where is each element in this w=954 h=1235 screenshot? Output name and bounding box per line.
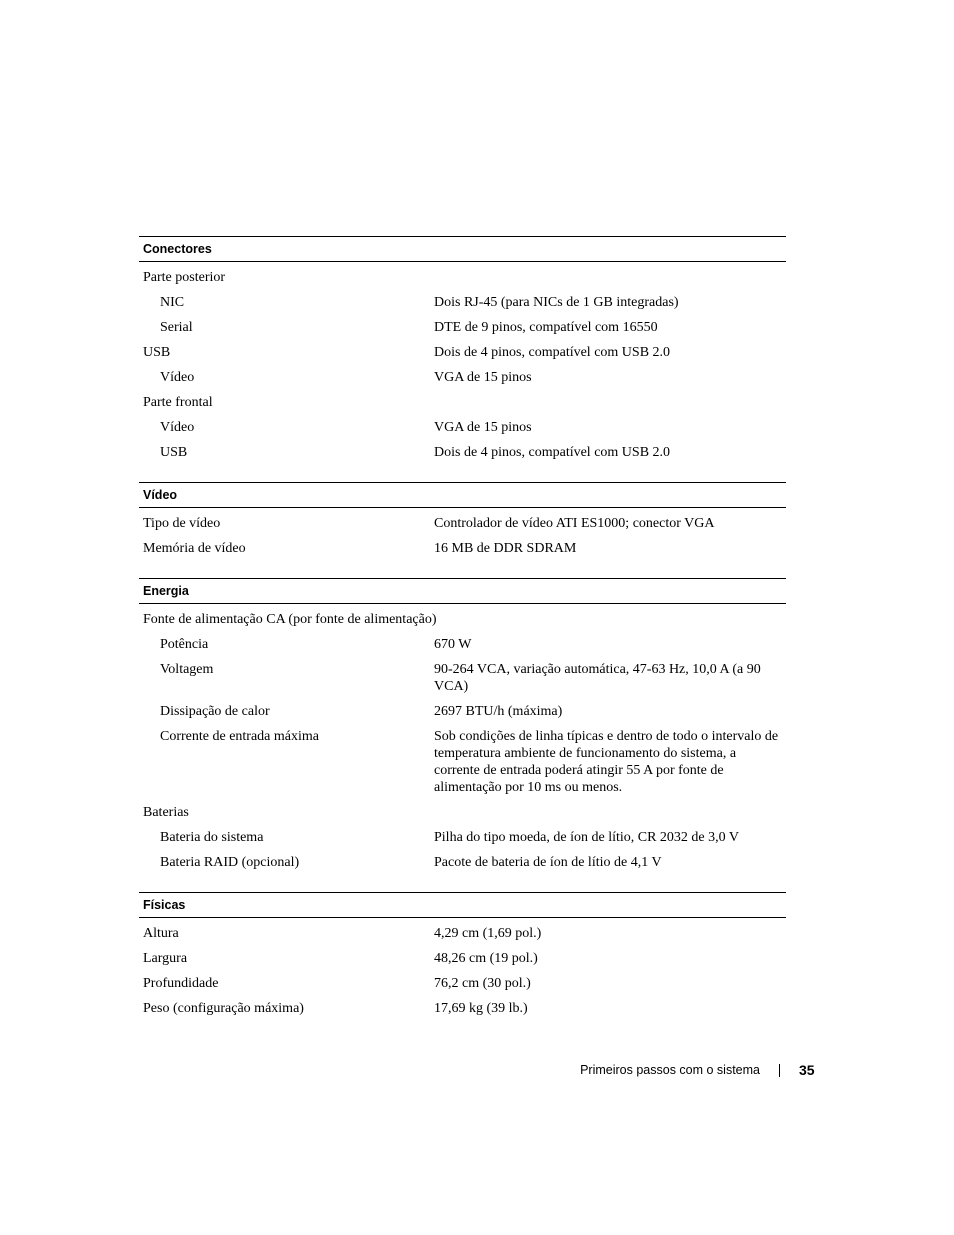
- spec-label: Fonte de alimentação CA (por fonte de alimentação): [143, 612, 437, 627]
- spec-row: [139, 390, 786, 415]
- section-fisicas: [139, 892, 786, 1026]
- section-heading: Conectores: [139, 236, 786, 262]
- spec-label: Serial: [160, 320, 193, 335]
- footer-separator: [779, 1064, 780, 1077]
- spec-value: 76,2 cm (30 pol.): [434, 976, 531, 991]
- section-rows: [139, 262, 786, 470]
- spec-row: [139, 657, 786, 699]
- spec-row: [139, 415, 786, 440]
- spec-label: Parte posterior: [143, 270, 226, 285]
- spec-label: Largura: [143, 951, 188, 966]
- spec-label: USB: [160, 445, 188, 460]
- spec-row: [139, 850, 786, 875]
- section-conectores: [139, 236, 786, 470]
- spec-value: 2697 BTU/h (máxima): [434, 704, 563, 719]
- spec-row: [139, 921, 786, 946]
- spec-label: Peso (configuração máxima): [143, 1001, 304, 1016]
- spec-value: Pacote de bateria de íon de lítio de 4,1 V: [434, 855, 662, 870]
- spec-row: [139, 536, 786, 561]
- spec-label: USB: [143, 345, 171, 360]
- spec-value: VGA de 15 pinos: [434, 420, 532, 435]
- spec-value: Dois RJ-45 (para NICs de 1 GB integradas): [434, 295, 679, 310]
- spec-row: [139, 440, 786, 465]
- spec-row: [139, 971, 786, 996]
- spec-row: [139, 946, 786, 971]
- spec-row: [139, 365, 786, 390]
- spec-value: Dois de 4 pinos, compatível com USB 2.0: [434, 345, 671, 360]
- spec-value: VGA de 15 pinos: [434, 370, 532, 385]
- section-energia: [139, 578, 786, 880]
- spec-label: Bateria do sistema: [160, 830, 264, 845]
- spec-label: Tipo de vídeo: [143, 516, 221, 531]
- spec-row: [139, 607, 786, 632]
- spec-row: [139, 315, 786, 340]
- section-rows: [139, 508, 786, 566]
- section-rows: [139, 604, 786, 880]
- spec-row: [139, 340, 786, 365]
- page-footer: [0, 1060, 954, 1082]
- spec-value: 48,26 cm (19 pol.): [434, 951, 538, 966]
- spec-value: [434, 269, 786, 286]
- spec-value: Pilha do tipo moeda, de íon de lítio, CR 2032 de 3,0 V: [434, 830, 739, 845]
- spec-value: 17,69 kg (39 lb.): [434, 1001, 528, 1016]
- spec-value: 4,29 cm (1,69 pol.): [434, 926, 542, 941]
- spec-value: 670 W: [434, 637, 472, 652]
- section-heading: Físicas: [139, 892, 786, 918]
- spec-row: [139, 825, 786, 850]
- section-heading: Vídeo: [139, 482, 786, 508]
- page-number: 35: [799, 1062, 815, 1078]
- spec-row: [139, 511, 786, 536]
- spec-row: [139, 724, 786, 800]
- spec-value: Dois de 4 pinos, compatível com USB 2.0: [434, 445, 671, 460]
- spec-row: [139, 632, 786, 657]
- spec-value: DTE de 9 pinos, compatível com 16550: [434, 320, 658, 335]
- spec-label: Profundidade: [143, 976, 219, 991]
- spec-label: Potência: [160, 637, 209, 652]
- spec-row: [139, 699, 786, 724]
- spec-row: [139, 996, 786, 1021]
- section-rows: [139, 918, 786, 1026]
- spec-label: Voltagem: [160, 662, 214, 677]
- spec-value: 90-264 VCA, variação automática, 47-63 Hz, 10,0 A (a 90 VCA): [434, 662, 761, 694]
- specifications-table: [139, 236, 786, 1026]
- spec-value: [434, 394, 786, 411]
- spec-label: Baterias: [143, 805, 189, 820]
- spec-label: Vídeo: [160, 420, 195, 435]
- spec-label: NIC: [160, 295, 185, 310]
- footer-title: Primeiros passos com o sistema: [580, 1063, 760, 1077]
- spec-label: Dissipação de calor: [160, 704, 270, 719]
- spec-row: [139, 800, 786, 825]
- spec-row: [139, 265, 786, 290]
- section-heading: Energia: [139, 578, 786, 604]
- spec-label: Memória de vídeo: [143, 541, 246, 556]
- spec-value: 16 MB de DDR SDRAM: [434, 541, 577, 556]
- section-video: [139, 482, 786, 566]
- spec-row: [139, 290, 786, 315]
- spec-value: Controlador de vídeo ATI ES1000; conector VGA: [434, 516, 715, 531]
- spec-label: Altura: [143, 926, 179, 941]
- spec-value: Sob condições de linha típicas e dentro de todo o intervalo de temperatura ambiente de funcionamento do sistema, a corrente de entrada poderá atingir 55 A por fonte de alimentação por 10 ms ou menos.: [434, 729, 779, 795]
- spec-label: Bateria RAID (opcional): [160, 855, 300, 870]
- spec-value: [434, 804, 786, 821]
- spec-label: Corrente de entrada máxima: [160, 729, 319, 744]
- spec-label: Parte frontal: [143, 395, 213, 410]
- spec-label: Vídeo: [160, 370, 195, 385]
